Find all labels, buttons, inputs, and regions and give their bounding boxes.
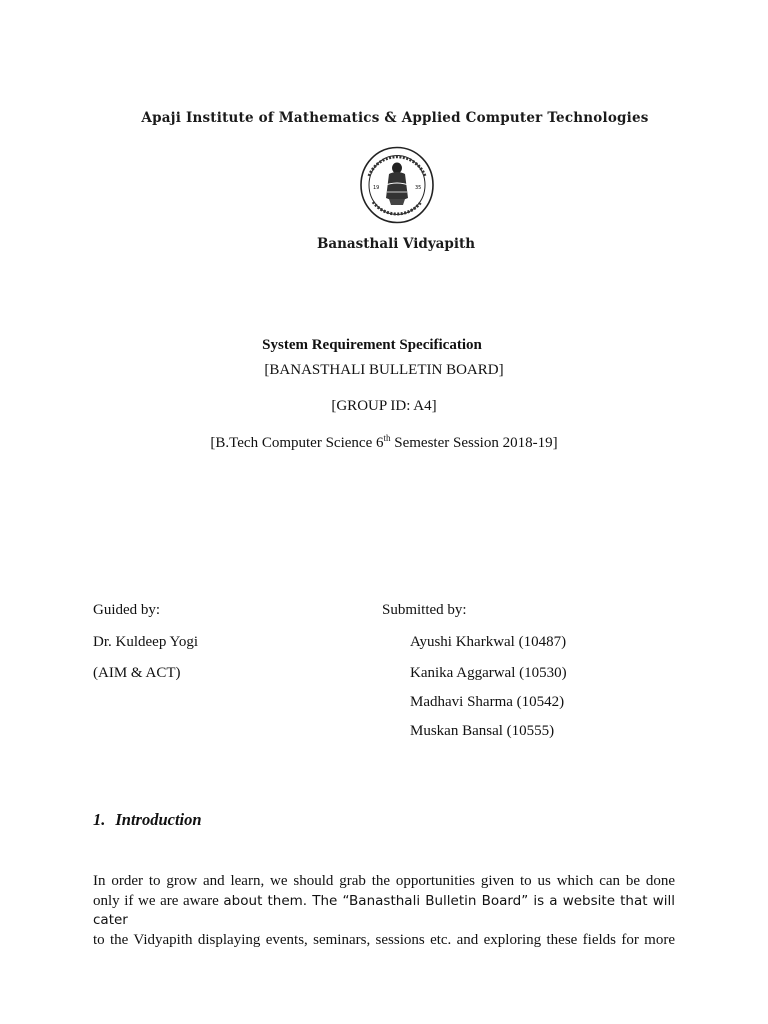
submitted-by-label: Submitted by:	[382, 602, 467, 618]
member-name: Madhavi Sharma (10542)	[410, 694, 565, 710]
paragraph-line	[93, 892, 675, 931]
paragraph-fragment: only if we are aware	[93, 892, 224, 909]
introduction-paragraph	[93, 872, 675, 950]
seal-year-right: 35	[415, 185, 422, 191]
guide-name: Dr. Kuldeep Yogi	[93, 634, 199, 650]
university-seal-icon	[359, 146, 435, 224]
seal-year-left: 19	[373, 185, 380, 191]
project-name: [BANASTHALI BULLETIN BOARD]	[264, 362, 504, 378]
session-superscript: th	[383, 433, 391, 443]
member-name: Muskan Bansal (10555)	[410, 723, 555, 739]
introduction-heading	[93, 810, 202, 830]
member-name: Kanika Aggarwal (10530)	[410, 665, 567, 681]
session-suffix: Semester Session 2018-19]	[390, 435, 558, 451]
guide-department: (AIM & ACT)	[93, 665, 181, 681]
group-id: [GROUP ID: A4]	[331, 398, 437, 414]
paragraph-line: In order to grow and learn, we should grab the opportunities given to us which can be done	[93, 873, 675, 889]
paragraph-line: to the Vidyapith displaying events, seminars, sessions etc. and exploring these fields for more	[93, 931, 675, 948]
session-prefix: [B.Tech Computer Science 6	[210, 435, 384, 451]
section-title: Introduction	[115, 810, 202, 829]
session-info	[0, 435, 768, 452]
university-name: Banasthali Vidyapith	[316, 236, 476, 252]
document-type-title: System Requirement Specification	[262, 337, 482, 353]
paragraph-fragment: about them. The “Banasthali Bulletin Board” is a website that will cater	[93, 892, 675, 928]
guided-by-label: Guided by:	[93, 602, 161, 618]
member-name: Ayushi Kharkwal (10487)	[410, 634, 567, 650]
institute-title: Apaji Institute of Mathematics & Applied Computer Technologies	[141, 110, 649, 126]
section-number: 1.	[93, 810, 106, 829]
